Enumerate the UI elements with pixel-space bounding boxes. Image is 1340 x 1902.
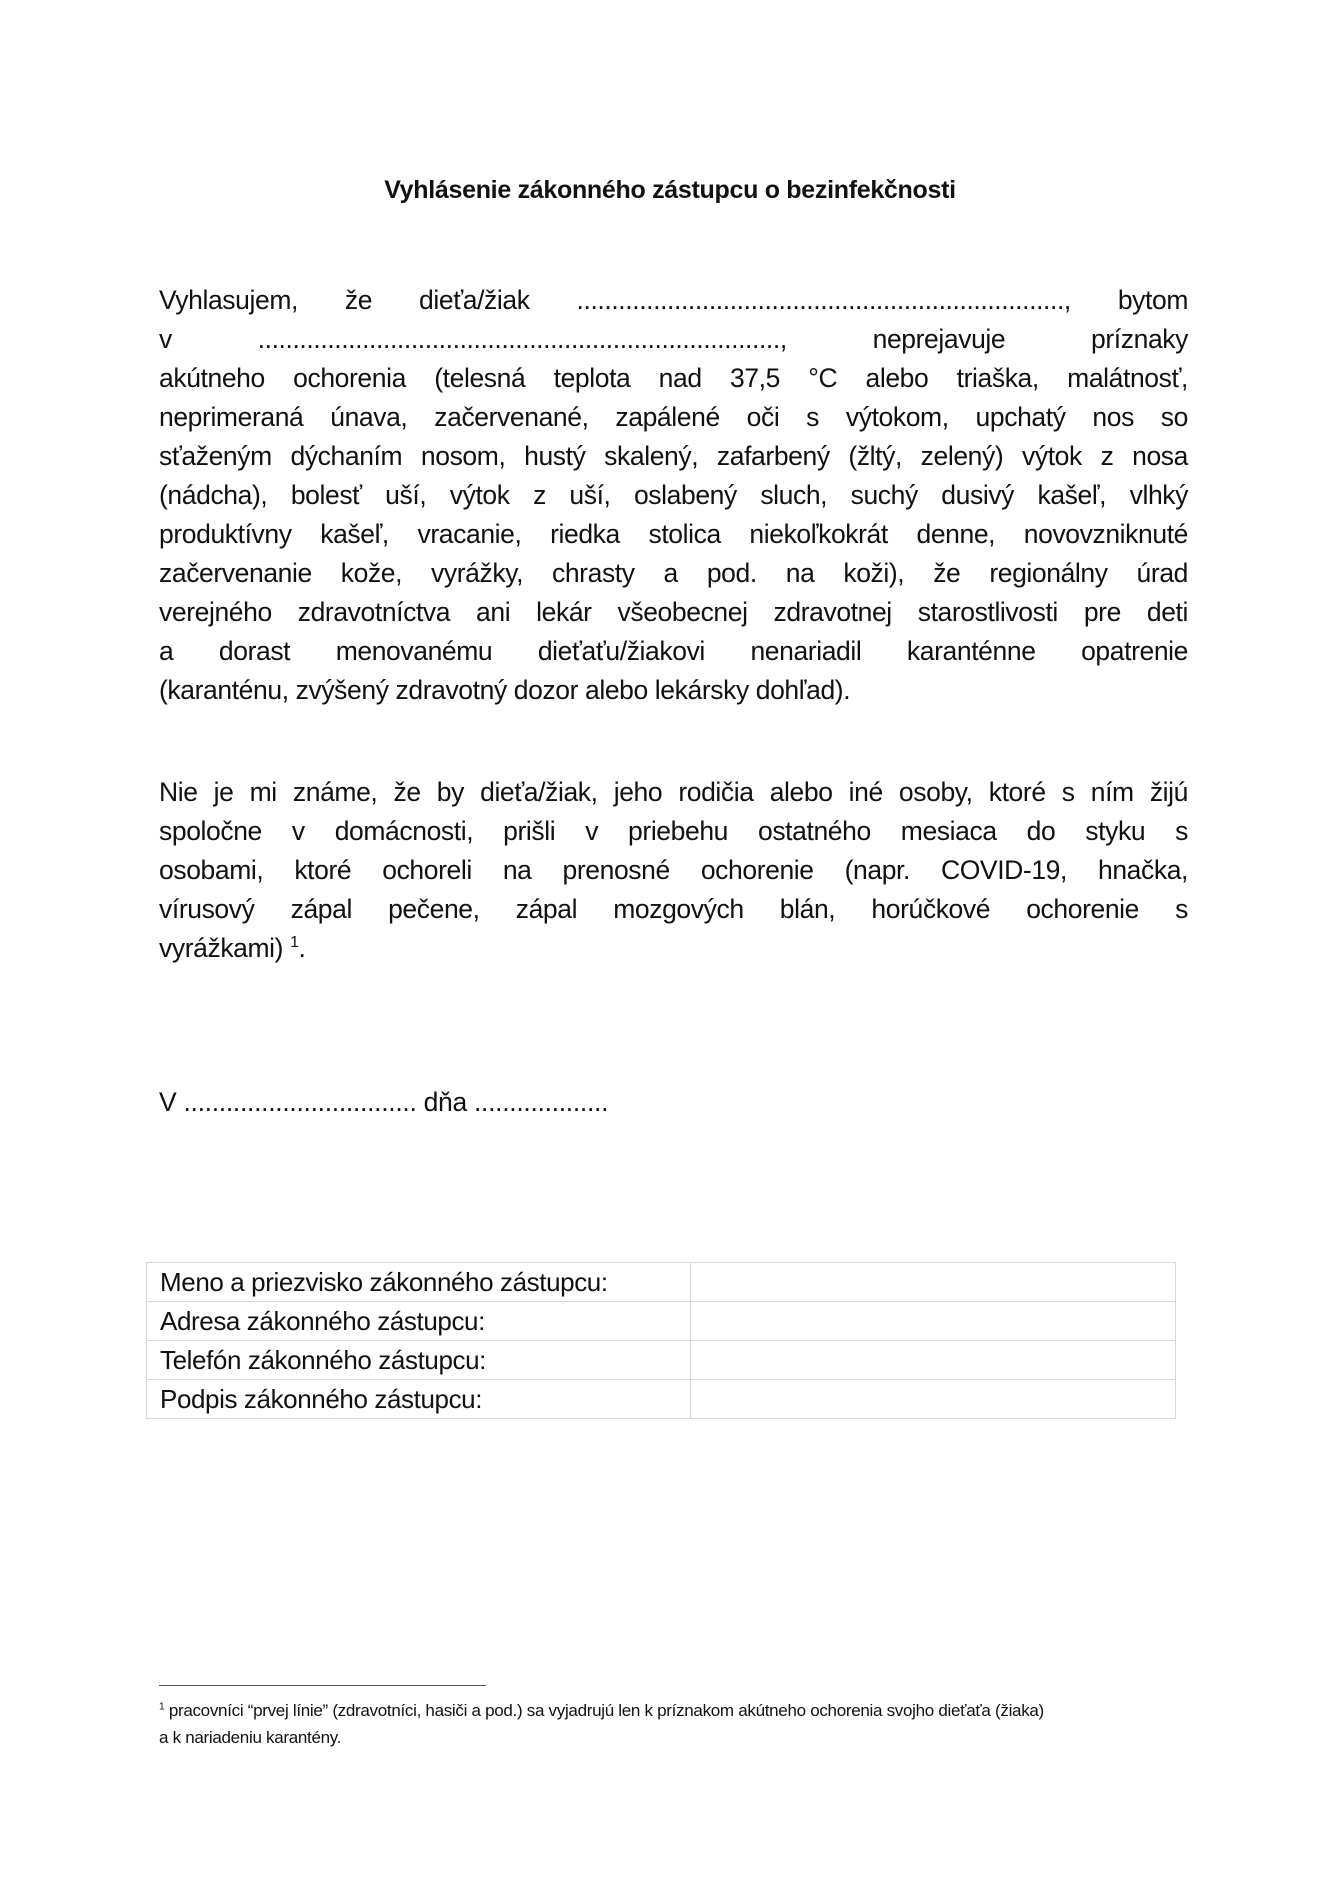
contact-declaration-paragraph	[159, 773, 1188, 968]
declaration-paragraph	[159, 281, 1188, 710]
paragraph-line	[159, 929, 1188, 968]
paragraph-line: začervenanie kože, vyrážky, chrasty a pod. na koži), že regionálny úrad	[159, 558, 1188, 588]
name-field[interactable]	[691, 1263, 1176, 1302]
paragraph-line: Vyhlasujem, že dieťa/žiak ......................................................................, bytom	[159, 285, 1188, 315]
table-row	[147, 1380, 1176, 1419]
paragraph-line: spoločne v domácnosti, prišli v priebehu ostatného mesiaca do styku s	[159, 816, 1188, 846]
footnote	[159, 1697, 1179, 1751]
paragraph-line: osobami, ktoré ochoreli na prenosné ochorenie (napr. COVID-19, hnačka,	[159, 855, 1188, 885]
table-row	[147, 1263, 1176, 1302]
row-label: Meno a priezvisko zákonného zástupcu:	[147, 1263, 691, 1302]
footnote-separator	[159, 1685, 486, 1686]
paragraph-line: neprimeraná únava, začervenané, zapálené oči s výtokom, upchatý nos so	[159, 402, 1188, 432]
paragraph-line: (karanténu, zvýšený zdravotný dozor alebo lekársky dohľad).	[159, 675, 851, 705]
paragraph-line: Nie je mi známe, že by dieťa/žiak, jeho rodičia alebo iné osoby, ktoré s ním žijú	[159, 777, 1188, 807]
place-date-line: V ................................. dňa ...................	[159, 1087, 609, 1117]
signature-field[interactable]	[691, 1380, 1176, 1419]
paragraph-line: v ..........................................................................., neprejavuje príznaky	[159, 324, 1188, 354]
paragraph-line: akútneho ochorenia (telesná teplota nad 37,5 °C alebo triaška, malátnosť,	[159, 363, 1188, 393]
footnote-text: pracovníci “prvej línie” (zdravotníci, hasiči a pod.) sa vyjadrujú len k príznakom akútneho ochorenia svojho dieťaťa (žiaka)	[168, 1701, 1044, 1720]
table-row	[147, 1302, 1176, 1341]
table-row	[147, 1341, 1176, 1380]
address-field[interactable]	[691, 1302, 1176, 1341]
document-title: Vyhlásenie zákonného zástupcu o bezinfekčnosti	[384, 176, 956, 204]
paragraph-end: .	[298, 933, 306, 963]
paragraph-line: produktívny kašeľ, vracanie, riedka stolica niekoľkokrát denne, novovzniknuté	[159, 519, 1188, 549]
paragraph-line: vírusový zápal pečene, zápal mozgových blán, horúčkové ochorenie s	[159, 894, 1188, 924]
row-label: Telefón zákonného zástupcu:	[147, 1341, 691, 1380]
paragraph-line: sťaženým dýchaním nosom, hustý skalený, zafarbený (žltý, zelený) výtok z nosa	[159, 441, 1188, 471]
footnote-text: a k nariadeniu karantény.	[159, 1728, 342, 1747]
paragraph-line: verejného zdravotníctva ani lekár všeobecnej zdravotnej starostlivosti pre deti	[159, 597, 1188, 627]
row-label: Podpis zákonného zástupcu:	[147, 1380, 691, 1419]
footnote-reference: 1	[290, 934, 299, 952]
row-label: Adresa zákonného zástupcu:	[147, 1302, 691, 1341]
paragraph-line-text: vyrážkami)	[159, 933, 284, 963]
paragraph-line: (nádcha), bolesť uší, výtok z uší, oslabený sluch, suchý dusivý kašeľ, vlhký	[159, 480, 1188, 510]
signature-table	[146, 1262, 1176, 1419]
footnote-marker: 1	[159, 1701, 165, 1713]
paragraph-line: a dorast menovanému dieťaťu/žiakovi nenariadil karanténne opatrenie	[159, 636, 1188, 666]
phone-field[interactable]	[691, 1341, 1176, 1380]
